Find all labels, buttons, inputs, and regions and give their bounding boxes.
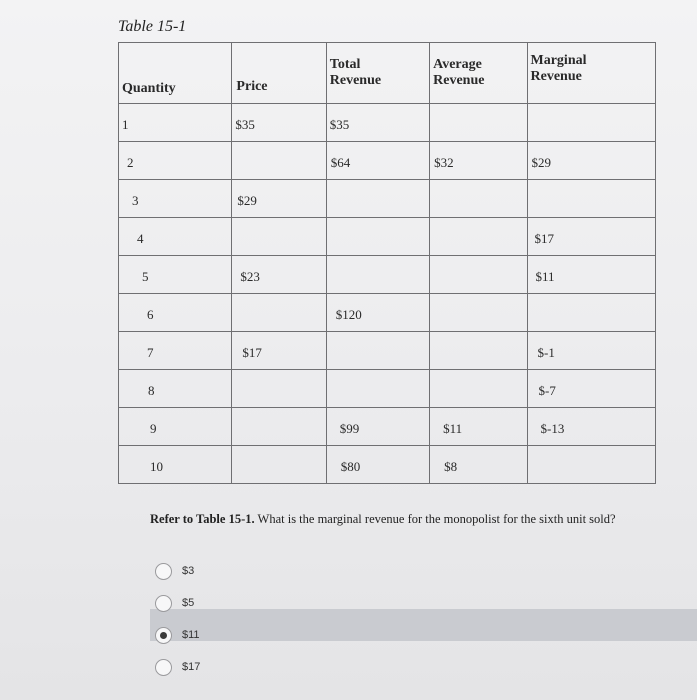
radio-button[interactable] (155, 563, 172, 580)
cell-value (327, 218, 429, 231)
cell-value: $17 (534, 231, 554, 246)
cell-value (430, 256, 526, 269)
cell-marginal-revenue (527, 332, 656, 370)
cell-value (528, 446, 656, 459)
question-ref: Refer to Table 15-1. (150, 512, 255, 526)
cell-marginal-revenue (527, 180, 656, 218)
cell-total-revenue (326, 104, 429, 142)
cell-value: 5 (142, 269, 149, 284)
cell-total-revenue (326, 370, 429, 408)
cell-marginal-revenue (527, 370, 656, 408)
cell-value: 3 (132, 193, 139, 208)
cell-value: $-13 (540, 421, 565, 436)
table-row (119, 446, 656, 484)
answer-option[interactable] (155, 592, 395, 614)
cell-value: $11 (443, 421, 463, 436)
header-total-revenue: Total Revenue (326, 43, 429, 104)
cell-price (232, 446, 326, 484)
cell-value (327, 180, 429, 193)
cell-value (232, 408, 325, 421)
cell-average-revenue (430, 370, 527, 408)
radio-button[interactable] (155, 595, 172, 612)
cell-value (430, 332, 526, 345)
cell-value (232, 142, 325, 155)
cell-average-revenue (430, 446, 527, 484)
radio-button-selected[interactable] (155, 627, 172, 644)
table-row (119, 408, 656, 446)
cell-value: 4 (137, 231, 144, 246)
answer-option[interactable] (155, 560, 395, 582)
cell-marginal-revenue (527, 218, 656, 256)
cell-marginal-revenue (527, 142, 656, 180)
radio-dot-icon (160, 632, 167, 639)
cell-value (327, 256, 429, 269)
cell-value (430, 218, 526, 231)
cell-total-revenue (326, 256, 429, 294)
cell-value (430, 180, 526, 193)
answer-option-selected[interactable] (155, 624, 395, 646)
cell-total-revenue (326, 142, 429, 180)
cell-value (232, 294, 325, 307)
cell-total-revenue (326, 294, 429, 332)
answer-option-label: $3 (182, 565, 195, 577)
cell-value: $-7 (538, 383, 556, 398)
cell-value: $35 (329, 117, 350, 132)
table-row (119, 142, 656, 180)
cell-value: $64 (330, 155, 351, 170)
cell-value (528, 104, 656, 117)
table-row (119, 294, 656, 332)
cell-quantity (119, 332, 232, 370)
cell-price (232, 180, 326, 218)
cell-value (430, 370, 526, 383)
cell-total-revenue (326, 332, 429, 370)
cell-value (327, 332, 429, 345)
cell-quantity (119, 408, 232, 446)
cell-average-revenue (430, 180, 527, 218)
cell-quantity (119, 218, 232, 256)
question-body: What is the marginal revenue for the monopolist for the sixth unit sold? (254, 512, 616, 526)
cell-value (232, 218, 325, 231)
cell-price (232, 294, 326, 332)
cell-value: 9 (150, 421, 157, 436)
cell-marginal-revenue (527, 294, 656, 332)
cell-value: $-1 (537, 345, 555, 360)
cell-value: 6 (147, 307, 154, 322)
cell-value (430, 294, 526, 307)
table-row (119, 332, 656, 370)
cell-total-revenue (326, 446, 429, 484)
cell-marginal-revenue (527, 446, 656, 484)
header-average-revenue: Average Revenue (430, 43, 527, 104)
cell-average-revenue (430, 294, 527, 332)
cell-price (232, 408, 326, 446)
cell-value: $11 (535, 269, 555, 284)
cell-value (232, 446, 325, 459)
cell-quantity (119, 256, 232, 294)
cell-value: $32 (434, 155, 454, 170)
cell-value (327, 370, 429, 383)
table-row (119, 370, 656, 408)
cell-average-revenue (430, 332, 527, 370)
cell-value: 2 (127, 155, 134, 170)
cell-value: $8 (444, 459, 458, 474)
header-marginal-revenue: Marginal Revenue (527, 43, 656, 104)
answer-option-label: $17 (182, 661, 201, 673)
table-title: Table 15-1 (118, 18, 187, 35)
table-row (119, 180, 656, 218)
cell-price (232, 218, 326, 256)
cell-value: $120 (335, 307, 362, 322)
cell-marginal-revenue (527, 408, 656, 446)
cell-value: $80 (340, 459, 361, 474)
cell-marginal-revenue (527, 104, 656, 142)
cell-value: 10 (150, 459, 163, 474)
cell-quantity (119, 370, 232, 408)
revenue-table (118, 42, 656, 484)
cell-total-revenue (326, 218, 429, 256)
cell-marginal-revenue (527, 256, 656, 294)
cell-value: 7 (147, 345, 154, 360)
cell-value (430, 104, 526, 117)
cell-average-revenue (430, 218, 527, 256)
cell-total-revenue (326, 408, 429, 446)
cell-value: $29 (531, 155, 551, 170)
cell-value: $29 (237, 193, 257, 208)
question-text (150, 512, 616, 527)
cell-price (232, 332, 326, 370)
cell-quantity (119, 180, 232, 218)
cell-price (232, 256, 326, 294)
cell-total-revenue (326, 180, 429, 218)
cell-value: $99 (339, 421, 360, 436)
cell-value: $23 (240, 269, 260, 284)
header-quantity: Quantity (119, 43, 232, 104)
cell-price (232, 370, 326, 408)
cell-price (232, 142, 326, 180)
cell-value: 8 (148, 383, 155, 398)
answer-option-label: $5 (182, 597, 195, 609)
cell-average-revenue (430, 408, 527, 446)
cell-value: $35 (235, 117, 255, 132)
cell-price (232, 104, 326, 142)
cell-average-revenue (430, 256, 527, 294)
table-header-row (119, 43, 656, 104)
cell-average-revenue (430, 104, 527, 142)
cell-value (232, 370, 325, 383)
answer-option-label: $11 (182, 629, 200, 641)
cell-quantity (119, 104, 232, 142)
answer-option[interactable] (155, 656, 395, 678)
table-row (119, 256, 656, 294)
cell-quantity (119, 446, 232, 484)
cell-average-revenue (430, 142, 527, 180)
radio-button[interactable] (155, 659, 172, 676)
cell-quantity (119, 294, 232, 332)
cell-value: 1 (122, 117, 129, 132)
table-row (119, 104, 656, 142)
cell-value (528, 180, 656, 193)
header-price: Price (232, 43, 326, 104)
cell-value: $17 (242, 345, 262, 360)
table-row (119, 218, 656, 256)
cell-quantity (119, 142, 232, 180)
cell-value (528, 294, 656, 307)
